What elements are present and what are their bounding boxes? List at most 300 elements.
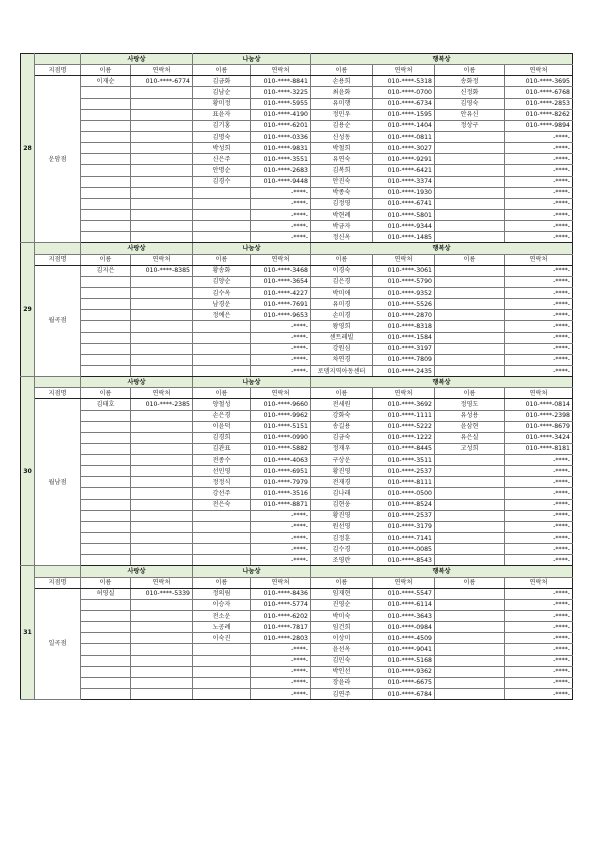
sarang-contact — [131, 154, 193, 165]
sarang-contact — [131, 677, 193, 688]
header-branch: 지점명 — [35, 577, 81, 588]
group-haengbok: 행복상 — [311, 377, 573, 388]
nanum-contact: 010-****-6951 — [251, 466, 311, 477]
sarang-contact — [131, 443, 193, 454]
haengbok-name: 유미행 — [311, 98, 373, 109]
haengbok-contact: 010-****-3643 — [373, 611, 435, 622]
haengbok-name-2 — [435, 521, 505, 532]
haengbok-contact: 010-****-7141 — [373, 533, 435, 544]
haengbok-name-2 — [435, 599, 505, 610]
header-contact: 연락처 — [251, 65, 311, 76]
sarang-name — [81, 154, 131, 165]
table-row — [21, 410, 573, 421]
haengbok-contact: 010-****-1222 — [373, 432, 435, 443]
header-branch: 지점명 — [35, 388, 81, 399]
sarang-name — [81, 176, 131, 187]
sarang-contact — [131, 299, 193, 310]
sarang-contact — [131, 198, 193, 209]
nanum-name: 황송화 — [193, 265, 251, 276]
header-name: 이름 — [193, 65, 251, 76]
haengbok-name: 임건희 — [311, 622, 373, 633]
sarang-name — [81, 455, 131, 466]
sarang-contact — [131, 321, 193, 332]
haengbok-name-2 — [435, 321, 505, 332]
sarang-contact — [131, 455, 193, 466]
haengbok-contact-2: -****- — [505, 599, 573, 610]
nanum-name — [193, 232, 251, 243]
haengbok-contact-2: -****- — [505, 198, 573, 209]
nanum-name: 이승자 — [193, 599, 251, 610]
table-row — [21, 165, 573, 176]
haengbok-name: 김민숙 — [311, 655, 373, 666]
haengbok-name: 전세원 — [311, 399, 373, 410]
haengbok-name: 김정훈 — [311, 533, 373, 544]
sarang-contact — [131, 611, 193, 622]
haengbok-name: 김나래 — [311, 488, 373, 499]
haengbok-name: 정신옥 — [311, 232, 373, 243]
haengbok-contact: 010-****-5222 — [373, 421, 435, 432]
nanum-contact: 010-****-8871 — [251, 499, 311, 510]
sarang-contact — [131, 221, 193, 232]
nanum-contact: 010-****-8841 — [251, 76, 311, 87]
nanum-contact: 010-****-4227 — [251, 287, 311, 298]
haengbok-contact-2: -****- — [505, 644, 573, 655]
nanum-name: 김경수 — [193, 176, 251, 187]
table-row — [21, 443, 573, 454]
haengbok-contact: 010-****-6784 — [373, 689, 435, 700]
table-row — [21, 622, 573, 633]
haengbok-name: 김금숙 — [311, 432, 373, 443]
table-row — [21, 455, 573, 466]
table-row — [21, 343, 573, 354]
sarang-name — [81, 499, 131, 510]
haengbok-name: 김용순 — [311, 120, 373, 131]
table-row — [21, 187, 573, 198]
haengbok-name: 안진숙 — [311, 176, 373, 187]
nanum-name: 김양순 — [193, 276, 251, 287]
nanum-name: 강선주 — [193, 488, 251, 499]
haengbok-name-2 — [435, 143, 505, 154]
header-contact: 연락처 — [251, 388, 311, 399]
section-number: 28 — [21, 54, 35, 243]
haengbok-contact-2: 010-****-3695 — [505, 76, 573, 87]
nanum-contact: -****- — [251, 232, 311, 243]
haengbok-contact: 010-****-3027 — [373, 143, 435, 154]
nanum-contact: 010-****-3551 — [251, 154, 311, 165]
sarang-contact — [131, 287, 193, 298]
column-header-row — [21, 388, 573, 399]
nanum-name: 이숙진 — [193, 633, 251, 644]
nanum-name: 선민영 — [193, 466, 251, 477]
sarang-name — [81, 365, 131, 376]
haengbok-contact-2: -****- — [505, 544, 573, 555]
sarang-contact: 010-****-6774 — [131, 76, 193, 87]
haengbok-contact: 010-****-0085 — [373, 544, 435, 555]
sarang-name — [81, 98, 131, 109]
nanum-contact: 010-****-4190 — [251, 109, 311, 120]
table-body — [21, 54, 573, 700]
table-row — [21, 499, 573, 510]
table-row — [21, 321, 573, 332]
nanum-contact: -****- — [251, 677, 311, 688]
header-name: 이름 — [311, 65, 373, 76]
section-number: 30 — [21, 377, 35, 566]
sarang-contact — [131, 622, 193, 633]
haengbok-name-2 — [435, 310, 505, 321]
haengbok-name: 박인선 — [311, 666, 373, 677]
table-row — [21, 666, 573, 677]
header-contact: 연락처 — [131, 388, 193, 399]
table-row — [21, 265, 573, 276]
header-name: 이름 — [435, 388, 505, 399]
nanum-contact: -****- — [251, 221, 311, 232]
sarang-name — [81, 521, 131, 532]
haengbok-contact-2: -****- — [505, 521, 573, 532]
haengbok-contact: 010-****-1584 — [373, 332, 435, 343]
nanum-name: 박성희 — [193, 143, 251, 154]
haengbok-contact: 010-****-5168 — [373, 655, 435, 666]
sarang-contact — [131, 176, 193, 187]
sarang-name — [81, 221, 131, 232]
table-row — [21, 221, 573, 232]
haengbok-contact: 010-****-9291 — [373, 154, 435, 165]
haengbok-name: 로뎀지역아동센터 — [311, 365, 373, 376]
nanum-name: 안명순 — [193, 165, 251, 176]
haengbok-contact: 010-****-9344 — [373, 221, 435, 232]
haengbok-name: 박금자 — [311, 221, 373, 232]
haengbok-contact: 010-****-0700 — [373, 87, 435, 98]
nanum-name — [193, 354, 251, 365]
haengbok-contact-2: -****- — [505, 131, 573, 142]
haengbok-name: 김은경 — [311, 276, 373, 287]
table-row — [21, 599, 573, 610]
haengbok-contact-2: -****- — [505, 143, 573, 154]
haengbok-contact-2: -****- — [505, 154, 573, 165]
sarang-name — [81, 232, 131, 243]
nanum-contact: -****- — [251, 187, 311, 198]
nanum-name: 김관표 — [193, 443, 251, 454]
column-header-row — [21, 254, 573, 265]
haengbok-name: 김정영 — [311, 198, 373, 209]
haengbok-name-2 — [435, 555, 505, 566]
nanum-contact: 010-****-5882 — [251, 443, 311, 454]
nanum-contact: 010-****-7979 — [251, 477, 311, 488]
nanum-contact: -****- — [251, 666, 311, 677]
sarang-contact — [131, 655, 193, 666]
header-name: 이름 — [81, 577, 131, 588]
group-haengbok: 행복상 — [311, 243, 573, 254]
branch-name: 일곡점 — [35, 588, 81, 699]
nanum-contact: 010-****-2803 — [251, 633, 311, 644]
haengbok-name: 센트레빌 — [311, 332, 373, 343]
sarang-contact — [131, 555, 193, 566]
haengbok-contact: 010-****-3061 — [373, 265, 435, 276]
sarang-name — [81, 209, 131, 220]
haengbok-contact-2: 010-****-2398 — [505, 410, 573, 421]
haengbok-contact: 010-****-6114 — [373, 599, 435, 610]
header-name: 이름 — [81, 65, 131, 76]
nanum-name — [193, 555, 251, 566]
haengbok-name: 강원심 — [311, 343, 373, 354]
sarang-contact — [131, 343, 193, 354]
nanum-name — [193, 521, 251, 532]
haengbok-name-2 — [435, 633, 505, 644]
haengbok-name: 박미애 — [311, 287, 373, 298]
table-row — [21, 332, 573, 343]
haengbok-name: 김현웅 — [311, 499, 373, 510]
sarang-contact — [131, 98, 193, 109]
haengbok-contact: 010-****-4509 — [373, 633, 435, 644]
sarang-contact — [131, 276, 193, 287]
haengbok-name: 박종숙 — [311, 187, 373, 198]
sarang-contact — [131, 521, 193, 532]
haengbok-contact-2: -****- — [505, 221, 573, 232]
nanum-contact: 010-****-3654 — [251, 276, 311, 287]
haengbok-name: 강화숙 — [311, 410, 373, 421]
table-row — [21, 555, 573, 566]
nanum-contact: -****- — [251, 544, 311, 555]
haengbok-contact: 010-****-5526 — [373, 299, 435, 310]
haengbok-contact-2: -****- — [505, 455, 573, 466]
haengbok-contact-2: -****- — [505, 611, 573, 622]
sarang-name — [81, 276, 131, 287]
haengbok-contact: 010-****-1404 — [373, 120, 435, 131]
header-name: 이름 — [81, 388, 131, 399]
haengbok-name-2 — [435, 176, 505, 187]
sarang-name — [81, 187, 131, 198]
haengbok-name-2: 정영도 — [435, 399, 505, 410]
nanum-contact: 010-****-3468 — [251, 265, 311, 276]
haengbok-name-2 — [435, 198, 505, 209]
header-contact: 연락처 — [373, 388, 435, 399]
haengbok-name: 진영순 — [311, 599, 373, 610]
haengbok-contact-2: -****- — [505, 332, 573, 343]
sarang-contact — [131, 120, 193, 131]
nanum-name — [193, 644, 251, 655]
haengbok-contact-2: 010-****-9894 — [505, 120, 573, 131]
header-contact: 연락처 — [505, 65, 573, 76]
blank-cell — [35, 377, 81, 388]
haengbok-name: 김수경 — [311, 544, 373, 555]
haengbok-contact-2: -****- — [505, 499, 573, 510]
haengbok-contact-2: -****- — [505, 588, 573, 599]
haengbok-name-2 — [435, 343, 505, 354]
table-row — [21, 109, 573, 120]
nanum-contact: 010-****-9962 — [251, 410, 311, 421]
haengbok-name-2: 신정화 — [435, 87, 505, 98]
haengbok-contact: 010-****-2537 — [373, 466, 435, 477]
nanum-contact: -****- — [251, 689, 311, 700]
haengbok-name-2 — [435, 499, 505, 510]
nanum-name: 김기홍 — [193, 120, 251, 131]
table-row — [21, 677, 573, 688]
haengbok-contact: 010-****-2435 — [373, 365, 435, 376]
haengbok-contact: 010-****-2870 — [373, 310, 435, 321]
sarang-contact — [131, 477, 193, 488]
sarang-contact: 010-****-8385 — [131, 265, 193, 276]
haengbok-name-2 — [435, 165, 505, 176]
nanum-contact: -****- — [251, 644, 311, 655]
nanum-contact: 010-****-6201 — [251, 120, 311, 131]
haengbok-name-2 — [435, 354, 505, 365]
haengbok-contact: 010-****-3374 — [373, 176, 435, 187]
haengbok-contact: 010-****-7809 — [373, 354, 435, 365]
branch-name: 월남점 — [35, 399, 81, 566]
sarang-contact — [131, 187, 193, 198]
table-row — [21, 466, 573, 477]
sarang-contact: 010-****-5339 — [131, 588, 193, 599]
haengbok-name-2 — [435, 488, 505, 499]
header-name: 이름 — [193, 577, 251, 588]
haengbok-name-2: 윤삼현 — [435, 421, 505, 432]
haengbok-name: 원선영 — [311, 521, 373, 532]
haengbok-name-2: 유은실 — [435, 432, 505, 443]
sarang-contact — [131, 466, 193, 477]
sarang-name — [81, 555, 131, 566]
header-contact: 연락처 — [251, 254, 311, 265]
header-contact: 연락처 — [131, 254, 193, 265]
haengbok-name: 김연주 — [311, 689, 373, 700]
nanum-contact: 010-****-0336 — [251, 131, 311, 142]
haengbok-contact-2: -****- — [505, 287, 573, 298]
group-haengbok: 행복상 — [311, 54, 573, 65]
haengbok-name: 박현례 — [311, 209, 373, 220]
haengbok-name-2 — [435, 365, 505, 376]
haengbok-name: 차연경 — [311, 354, 373, 365]
blank-cell — [35, 54, 81, 65]
section-number: 29 — [21, 243, 35, 377]
column-header-row — [21, 577, 573, 588]
haengbok-contact-2: 010-****-8262 — [505, 109, 573, 120]
haengbok-contact: 010-****-5790 — [373, 276, 435, 287]
header-name: 이름 — [311, 388, 373, 399]
nanum-contact: -****- — [251, 533, 311, 544]
haengbok-contact-2: -****- — [505, 633, 573, 644]
header-contact: 연락처 — [505, 254, 573, 265]
blank-cell — [35, 566, 81, 577]
table-row — [21, 521, 573, 532]
header-contact: 연락처 — [505, 388, 573, 399]
nanum-name — [193, 677, 251, 688]
haengbok-contact-2: -****- — [505, 343, 573, 354]
haengbok-contact: 010-****-1111 — [373, 410, 435, 421]
haengbok-name-2 — [435, 588, 505, 599]
sarang-contact — [131, 410, 193, 421]
sarang-contact — [131, 209, 193, 220]
table-row — [21, 432, 573, 443]
sarang-name — [81, 599, 131, 610]
group-nanum: 나눔상 — [193, 243, 311, 254]
haengbok-name: 윤선옥 — [311, 644, 373, 655]
sarang-name — [81, 299, 131, 310]
haengbok-contact-2: -****- — [505, 555, 573, 566]
haengbok-contact-2: 010-****-8679 — [505, 421, 573, 432]
haengbok-contact: 010-****-1595 — [373, 109, 435, 120]
sarang-name — [81, 544, 131, 555]
table-row — [21, 76, 573, 87]
haengbok-name: 황진영 — [311, 466, 373, 477]
haengbok-contact: 010-****-3511 — [373, 455, 435, 466]
haengbok-name: 왕영희 — [311, 321, 373, 332]
header-contact: 연락처 — [131, 577, 193, 588]
nanum-name: 김명숙 — [193, 131, 251, 142]
haengbok-name: 정민우 — [311, 109, 373, 120]
group-nanum: 나눔상 — [193, 566, 311, 577]
haengbok-name: 손미경 — [311, 310, 373, 321]
table-row — [21, 198, 573, 209]
sarang-contact — [131, 544, 193, 555]
haengbok-contact-2: -****- — [505, 677, 573, 688]
sarang-contact — [131, 421, 193, 432]
haengbok-name-2 — [435, 533, 505, 544]
haengbok-contact-2: -****- — [505, 354, 573, 365]
sarang-name — [81, 666, 131, 677]
haengbok-name-2: 송화정 — [435, 76, 505, 87]
sarang-name — [81, 510, 131, 521]
nanum-contact: 010-****-9831 — [251, 143, 311, 154]
nanum-contact: -****- — [251, 365, 311, 376]
header-name: 이름 — [81, 254, 131, 265]
haengbok-name-2 — [435, 622, 505, 633]
branch-name: 운암점 — [35, 76, 81, 243]
table-row — [21, 120, 573, 131]
nanum-name: 손은경 — [193, 410, 251, 421]
haengbok-name: 조영란 — [311, 555, 373, 566]
haengbok-name-2 — [435, 154, 505, 165]
sarang-name — [81, 343, 131, 354]
column-header-row — [21, 65, 573, 76]
haengbok-name-2 — [435, 455, 505, 466]
nanum-name — [193, 689, 251, 700]
nanum-name — [193, 510, 251, 521]
nanum-contact: 010-****-8436 — [251, 588, 311, 599]
nanum-name — [193, 332, 251, 343]
sarang-name — [81, 655, 131, 666]
haengbok-name-2 — [435, 477, 505, 488]
sarang-name — [81, 310, 131, 321]
nanum-name: 전소운 — [193, 611, 251, 622]
haengbok-contact: 010-****-3179 — [373, 521, 435, 532]
sarang-name — [81, 622, 131, 633]
sarang-name — [81, 410, 131, 421]
table-row — [21, 611, 573, 622]
haengbok-name-2 — [435, 510, 505, 521]
header-name: 이름 — [311, 254, 373, 265]
haengbok-contact: 010-****-8445 — [373, 443, 435, 454]
haengbok-contact: 010-****-8524 — [373, 499, 435, 510]
haengbok-contact-2: 010-****-0814 — [505, 399, 573, 410]
haengbok-name: 손용희 — [311, 76, 373, 87]
sarang-name: 김지은 — [81, 265, 131, 276]
header-branch: 지점명 — [35, 65, 81, 76]
sarang-name — [81, 87, 131, 98]
nanum-contact: -****- — [251, 555, 311, 566]
header-contact: 연락처 — [373, 65, 435, 76]
nanum-contact: 010-****-7691 — [251, 299, 311, 310]
nanum-name — [193, 187, 251, 198]
nanum-name — [193, 221, 251, 232]
haengbok-name: 임재현 — [311, 588, 373, 599]
table-row — [21, 399, 573, 410]
table-row — [21, 365, 573, 376]
nanum-name — [193, 209, 251, 220]
haengbok-name-2 — [435, 131, 505, 142]
nanum-contact: -****- — [251, 198, 311, 209]
sarang-name — [81, 432, 131, 443]
nanum-contact: 010-****-9448 — [251, 176, 311, 187]
haengbok-name-2 — [435, 544, 505, 555]
sarang-name — [81, 287, 131, 298]
